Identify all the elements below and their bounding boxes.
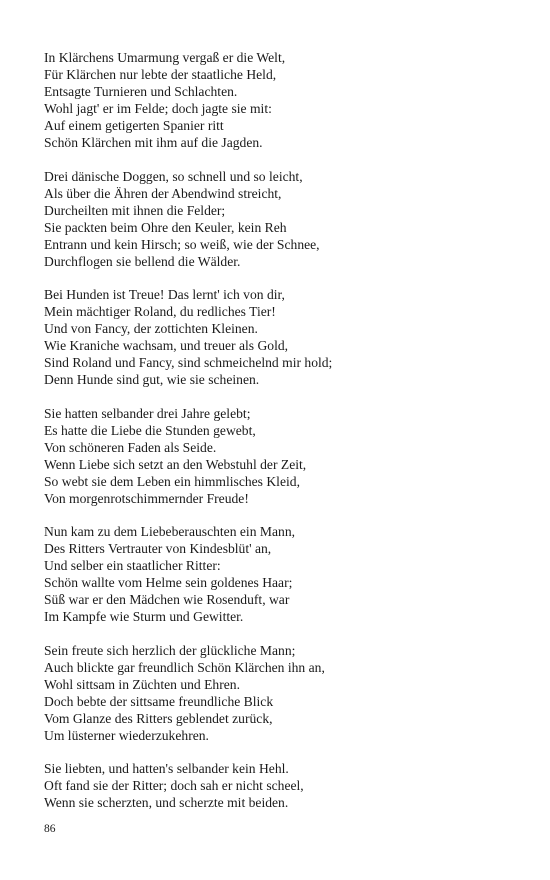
poem-line: Es hatte die Liebe die Stunden gewebt, [44,422,256,438]
poem-line: Auch blickte gar freundlich Schön Klärchen ihn an, [44,659,325,675]
poem-body [44,49,524,828]
poem-line: Sein freute sich herzlich der glückliche Mann; [44,642,296,658]
poem-line: Und von Fancy, der zottichten Kleinen. [44,321,258,336]
stanza-7 [44,760,524,811]
stanza-5 [44,523,524,625]
stanza-2 [44,168,524,270]
poem-line: Wenn sie scherzten, und scherzte mit beiden. [44,795,289,810]
poem-line: Wenn Liebe sich setzt an den Webstuhl der Zeit, [44,456,307,472]
poem-line: Auf einem getigerten Spanier ritt [44,118,224,133]
poem-line: Für Klärchen nur lebte der staatliche Held, [44,67,277,82]
poem-line: Um lüsterner wiederzukehren. [44,727,209,743]
poem-line: Doch bebte der sittsame freundliche Blick [44,693,274,709]
stanza-4 [44,405,524,507]
poem-line: Denn Hunde sind gut, wie sie scheinen. [44,372,260,387]
poem-line: Oft fand sie der Ritter; doch sah er nicht scheel, [44,778,304,793]
poem-line: Schön wallte vom Helme sein goldenes Haar; [44,575,293,590]
poem-line: Als über die Ähren der Abendwind streicht, [44,185,282,201]
poem-line: Von morgenrotschimmernder Freude! [44,490,249,506]
poem-line: Entrann und kein Hirsch; so weiß, wie der Schnee, [44,236,320,252]
poem-line: Wohl sittsam in Züchten und Ehren. [44,676,240,692]
poem-line: Im Kampfe wie Sturm und Gewitter. [44,609,244,624]
stanza-6 [44,642,524,744]
page-number: 86 [44,823,56,835]
poem-line: Sie hatten selbander drei Jahre gelebt; [44,405,251,421]
poem-line: Sie liebten, und hatten's selbander kein Hehl. [44,761,289,776]
poem-line: Durcheilten mit ihnen die Felder; [44,202,226,218]
poem-line: Drei dänische Doggen, so schnell und so leicht, [44,168,303,184]
poem-line: So webt sie dem Leben ein himmlisches Kleid, [44,473,300,489]
poem-line: Sind Roland und Fancy, sind schmeichelnd mir hold; [44,355,333,370]
poem-line: Wie Kraniche wachsam, und treuer als Gold, [44,338,289,353]
poem-line: Des Ritters Vertrauter von Kindesblüt' an, [44,541,272,556]
stanza-3 [44,286,524,388]
stanza-1 [44,49,524,151]
poem-line: Nun kam zu dem Liebeberauschten ein Mann, [44,524,296,539]
poem-line: Sie packten beim Ohre den Keuler, kein Reh [44,219,287,235]
poem-line: Und selber ein staatlicher Ritter: [44,558,221,573]
poem-line: Durchflogen sie bellend die Wälder. [44,253,241,269]
poem-line: Entsagte Turnieren und Schlachten. [44,84,238,99]
poem-line: Von schöneren Faden als Seide. [44,439,217,455]
poem-line: Wohl jagt' er im Felde; doch jagte sie mit: [44,101,272,116]
poem-line: Mein mächtiger Roland, du redliches Tier! [44,304,276,319]
poem-line: Süß war er den Mädchen wie Rosenduft, war [44,592,290,607]
poem-line: Bei Hunden ist Treue! Das lernt' ich von dir, [44,287,285,302]
poem-line: Vom Glanze des Ritters geblendet zurück, [44,710,273,726]
poem-line: Schön Klärchen mit ihm auf die Jagden. [44,135,263,150]
poem-line: In Klärchens Umarmung vergaß er die Welt, [44,50,286,65]
